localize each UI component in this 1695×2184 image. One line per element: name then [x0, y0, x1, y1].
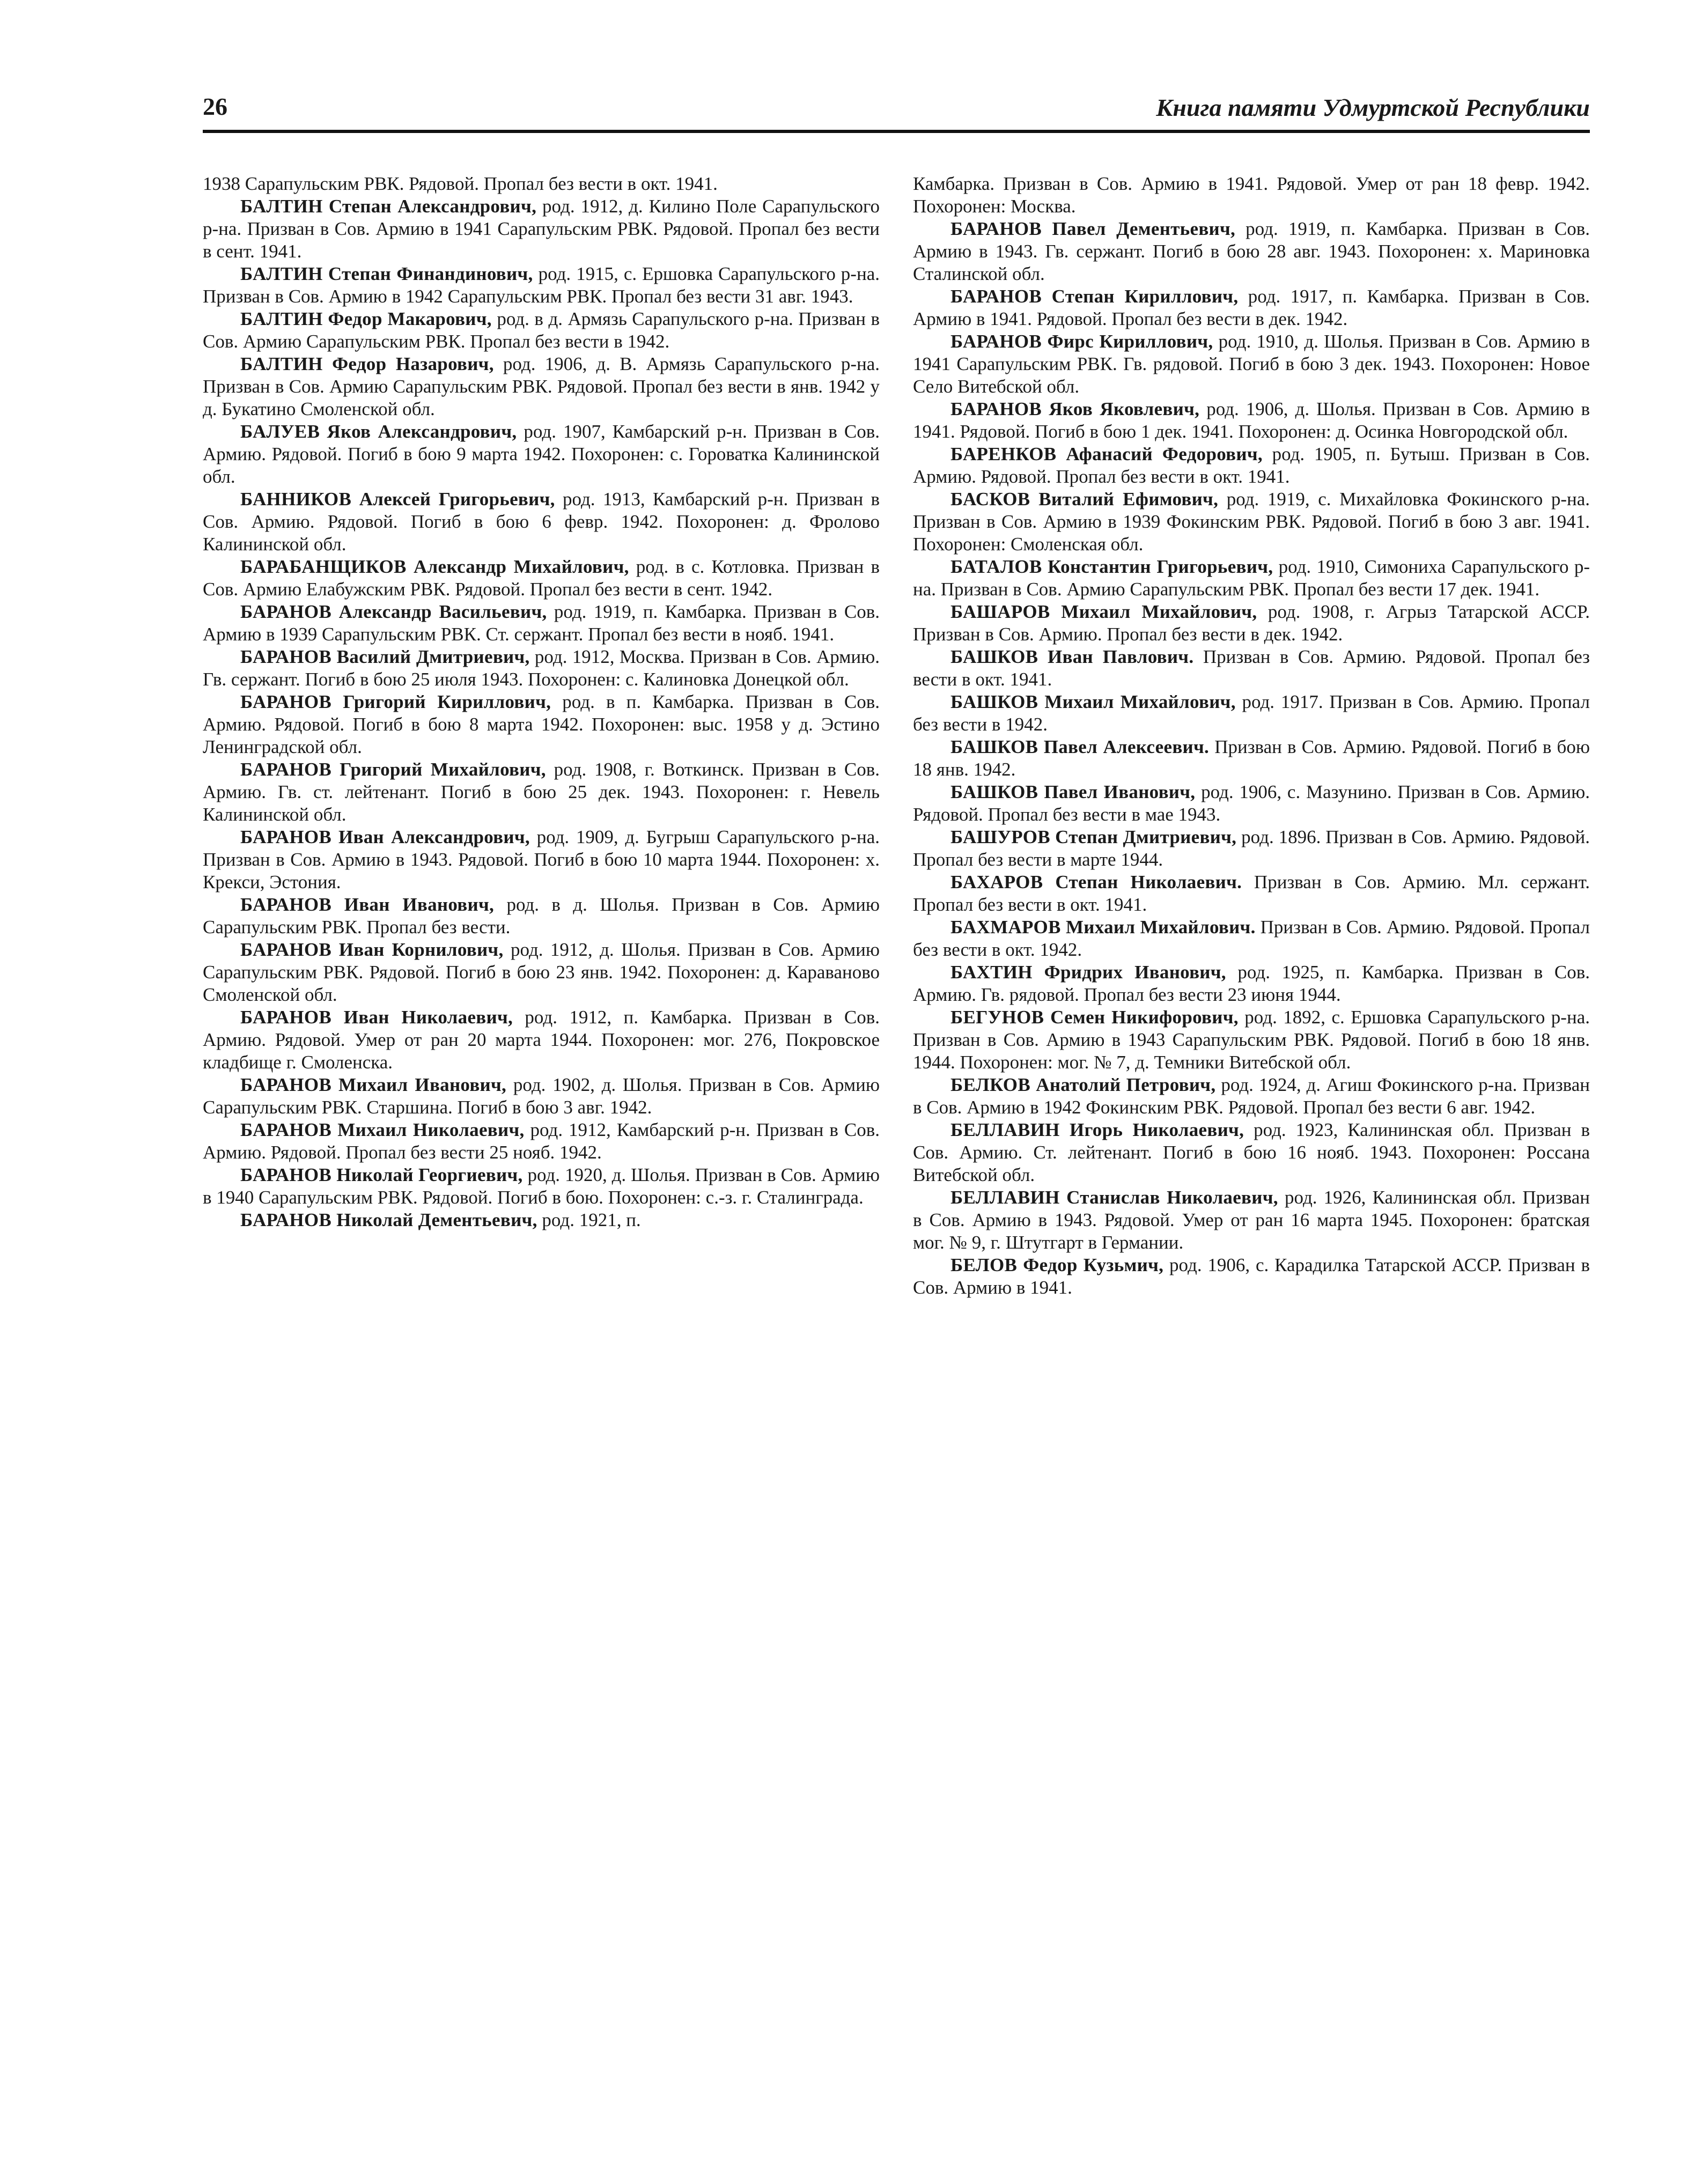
entry-text: род. 1909, д. Бугрыш Сарапульского р-на. Призван в Сов. Армию в 1943. Рядовой. Погиб в бою 10 марта 1944. Похоронен: х. Крекси, Эстония. [203, 827, 880, 892]
memorial-entry [913, 1254, 1590, 1299]
memorial-entry [913, 173, 1590, 218]
entry-name: БАРАНОВ Николай Георгиевич, [240, 1164, 523, 1185]
memorial-entry [913, 691, 1590, 736]
page-header [203, 90, 1590, 133]
entry-text: род. 1915, с. Ершовка Сарапульского р-на. Призван в Сов. Армию в 1942 Сарапульским РВК. Пропал без вести 31 авг. 1943. [203, 263, 880, 307]
memorial-entry [203, 556, 880, 601]
entry-text: род. 1920, д. Шолья. Призван в Сов. Армию в 1940 Сарапульским РВК. Рядовой. Погиб в бою. Похоронен: с.-з. г. Сталинграда. [203, 1164, 880, 1208]
running-title: Книга памяти Удмуртской Республики [1156, 94, 1590, 121]
memorial-entry [913, 601, 1590, 646]
entry-text: род. 1892, с. Ершовка Сарапульского р-на. Призван в Сов. Армию в 1943 Сарапульским РВК. Рядовой. Погиб в бою 18 янв. 1944. Похоронен: мог. № 7, д. Темники Витебской обл. [913, 1007, 1590, 1073]
entry-name: БАРАНОВ Иван Николаевич, [240, 1007, 513, 1028]
entry-name: БАРАНОВ Михаил Николаевич, [240, 1119, 525, 1140]
entry-text: 1938 Сарапульским РВК. Рядовой. Пропал без вести в окт. 1941. [203, 173, 718, 194]
memorial-entry [203, 1209, 880, 1231]
entry-name: БАШКОВ Иван Павлович. [950, 646, 1194, 667]
entry-text: род. 1912, д. Шолья. Призван в Сов. Армию Сарапульским РВК. Рядовой. Погиб в бою 23 янв. 1942. Похоронен: д. Караваново Смоленской обл. [203, 939, 880, 1005]
entry-text: род. в п. Камбарка. Призван в Сов. Армию. Рядовой. Погиб в бою 8 марта 1942. Похоронен: выс. 1958 у д. Эстино Ленинградской обл. [203, 691, 880, 757]
memorial-entry [203, 939, 880, 1006]
memorial-entry [913, 398, 1590, 443]
entry-text: род. 1919, п. Камбарка. Призван в Сов. Армию в 1939 Сарапульским РВК. Ст. сержант. Пропал без вести в нояб. 1941. [203, 601, 880, 645]
memorial-entry [203, 1074, 880, 1119]
memorial-entry [913, 488, 1590, 556]
memorial-entry [913, 443, 1590, 488]
memorial-entry [203, 826, 880, 894]
memorial-entry [913, 1186, 1590, 1254]
memorial-entry [913, 285, 1590, 330]
entry-text: род. 1902, д. Шолья. Призван в Сов. Армию Сарапульским РВК. Старшина. Погиб в бою 3 авг. 1942. [203, 1074, 880, 1118]
memorial-entry [913, 781, 1590, 826]
memorial-entry [203, 1119, 880, 1164]
entry-name: БАРАНОВ Михаил Иванович, [240, 1074, 507, 1095]
memorial-entry [913, 218, 1590, 285]
left-column [203, 173, 880, 1975]
entry-text: род. 1912, Камбарский р-н. Призван в Сов. Армию. Рядовой. Пропал без вести 25 нояб. 1942. [203, 1119, 880, 1163]
memorial-entry [203, 601, 880, 646]
entry-text: род. 1910, Симониха Сарапульского р-на. Призван в Сов. Армию Сарапульским РВК. Пропал без вести 17 дек. 1941. [913, 556, 1590, 600]
entry-name: БАРАНОВ Яков Яковлевич, [950, 399, 1200, 419]
entry-name: БАРАНОВ Павел Дементьевич, [950, 218, 1236, 239]
memorial-entry [913, 961, 1590, 1006]
entry-text: род. в д. Шолья. Призван в Сов. Армию Сарапульским РВК. Пропал без вести. [203, 894, 880, 938]
entry-text: род. 1912, д. Килино Поле Сарапульского р-на. Призван в Сов. Армию в 1941 Сарапульским РВК. Рядовой. Пропал без вести в сент. 1941. [203, 196, 880, 262]
entry-name: БАШУРОВ Степан Дмитриевич, [950, 827, 1237, 847]
entry-text: Камбарка. Призван в Сов. Армию в 1941. Рядовой. Умер от ран 18 февр. 1942. Похоронен: Москва. [913, 173, 1590, 217]
memorial-entry [203, 195, 880, 263]
entry-name: БАЛТИН Степан Финандинович, [240, 263, 533, 284]
memorial-entry [913, 1074, 1590, 1119]
memorial-entry [913, 646, 1590, 691]
entry-name: БЕЛКОВ Анатолий Петрович, [950, 1074, 1216, 1095]
entry-text: род. в с. Котловка. Призван в Сов. Армию Елабужским РВК. Рядовой. Пропал без вести в сент. 1942. [203, 556, 880, 600]
entry-text: род. в д. Армязь Сарапульского р-на. Призван в Сов. Армию Сарапульским РВК. Пропал без вести в 1942. [203, 308, 880, 352]
entry-name: БАРАНОВ Григорий Михайлович, [240, 759, 546, 780]
memorial-entry [203, 308, 880, 353]
entry-text: род. 1921, п. [537, 1209, 641, 1230]
entry-text: род. 1912, п. Камбарка. Призван в Сов. Армию. Рядовой. Умер от ран 20 марта 1944. Похоронен: мог. 276, Покровское кладбище г. Смоленска. [203, 1007, 880, 1073]
entry-name: БАШКОВ Михаил Михайлович, [950, 691, 1236, 712]
entry-text: род. 1906, д. Шолья. Призван в Сов. Армию в 1941. Рядовой. Погиб в бою 1 дек. 1941. Похоронен: д. Осинка Новгородской обл. [913, 399, 1590, 442]
entry-name: БАСКОВ Виталий Ефимович, [950, 489, 1219, 510]
memorial-entry [913, 916, 1590, 961]
entry-text: род. 1926, Калининская обл. Призван в Сов. Армию в 1943. Рядовой. Умер от ран 16 марта 1945. Похоронен: братская мог. № 9, г. Штутгарт в Германии. [913, 1187, 1590, 1253]
entry-text: род. 1917, п. Камбарка. Призван в Сов. Армию в 1941. Рядовой. Пропал без вести в дек. 1942. [913, 286, 1590, 329]
entry-text: род. 1912, Москва. Призван в Сов. Армию. Гв. сержант. Погиб в бою 25 июля 1943. Похоронен: с. Калиновка Донецкой обл. [203, 646, 880, 690]
memorial-entry [203, 691, 880, 758]
memorial-entry [203, 353, 880, 420]
entry-name: БАШКОВ Павел Иванович, [950, 781, 1196, 802]
entry-name: БАХТИН Фридрих Иванович, [950, 962, 1226, 983]
entry-text: род. 1919, п. Камбарка. Призван в Сов. Армию в 1943. Гв. сержант. Погиб в бою 28 авг. 1943. Похоронен: х. Мариновка Сталинской обл. [913, 218, 1590, 284]
memorial-entry [913, 826, 1590, 871]
memorial-entry [203, 894, 880, 939]
memorial-entry [913, 871, 1590, 916]
entry-text: Призван в Сов. Армию. Рядовой. Пропал без вести в окт. 1941. [913, 646, 1590, 690]
entry-name: БЕЛЛАВИН Игорь Николаевич, [950, 1119, 1244, 1140]
entry-name: БАРАБАНЩИКОВ Александр Михайлович, [240, 556, 629, 577]
entry-text: род. 1913, Камбарский р-н. Призван в Сов. Армию. Рядовой. Погиб в бою 6 февр. 1942. Похоронен: д. Фролово Калининской обл. [203, 489, 880, 555]
entry-name: БАЛУЕВ Яков Александрович, [240, 421, 517, 442]
entry-text: род. 1919, с. Михайловка Фокинского р-на. Призван в Сов. Армию в 1939 Фокинским РВК. Рядовой. Погиб в бою 3 авг. 1941. Похоронен: Смоленская обл. [913, 489, 1590, 555]
entry-name: БАРЕНКОВ Афанасий Федорович, [950, 444, 1263, 464]
entry-name: БАРАНОВ Иван Корнилович, [240, 939, 504, 960]
entry-text: род. 1896. Призван в Сов. Армию. Рядовой. Пропал без вести в марте 1944. [913, 827, 1590, 870]
header-rule [203, 130, 1590, 133]
memorial-entry [913, 1006, 1590, 1074]
entry-text: род. 1924, д. Агиш Фокинского р-на. Призван в Сов. Армию в 1942 Фокинским РВК. Рядовой. Пропал без вести 6 авг. 1942. [913, 1074, 1590, 1118]
entry-name: БАРАНОВ Иван Иванович, [240, 894, 495, 915]
entry-name: БЕГУНОВ Семен Никифорович, [950, 1007, 1239, 1028]
entry-name: БЕЛЛАВИН Станислав Николаевич, [950, 1187, 1278, 1208]
right-column [913, 173, 1590, 1975]
memorial-entry [203, 1006, 880, 1074]
entry-text: род. 1923, Калининская обл. Призван в Сов. Армию. Ст. лейтенант. Погиб в бою 16 нояб. 1943. Похоронен: Россана Витебской обл. [913, 1119, 1590, 1185]
entry-name: БАЛТИН Степан Александрович, [240, 196, 537, 217]
memorial-entry [913, 556, 1590, 601]
entry-text: род. 1925, п. Камбарка. Призван в Сов. Армию. Гв. рядовой. Пропал без вести 23 июня 1944. [913, 962, 1590, 1005]
entry-text: род. 1917. Призван в Сов. Армию. Пропал без вести в 1942. [913, 691, 1590, 735]
entry-name: БАРАНОВ Степан Кириллович, [950, 286, 1239, 307]
entry-name: БАХАРОВ Степан Николаевич. [950, 872, 1242, 892]
memorial-entry [203, 263, 880, 308]
entry-name: БАРАНОВ Иван Александрович, [240, 827, 530, 847]
memorial-entry [203, 173, 880, 195]
entry-text: Призван в Сов. Армию. Рядовой. Пропал без вести в окт. 1942. [913, 917, 1590, 960]
entry-text: род. 1908, г. Агрыз Татарской АССР. Призван в Сов. Армию. Пропал без вести в дек. 1942. [913, 601, 1590, 645]
entry-name: БЕЛОВ Федор Кузьмич, [950, 1255, 1164, 1275]
entry-name: БАННИКОВ Алексей Григорьевич, [240, 489, 555, 510]
page-number: 26 [203, 93, 227, 120]
entry-name: БАХМАРОВ Михаил Михайлович. [950, 917, 1256, 938]
entry-name: БАЛТИН Федор Макарович, [240, 308, 492, 329]
memorial-entry [913, 736, 1590, 781]
entry-name: БАЛТИН Федор Назарович, [240, 353, 494, 374]
entry-text: род. 1905, п. Бутыш. Призван в Сов. Армию. Рядовой. Пропал без вести в окт. 1941. [913, 444, 1590, 487]
entry-text: род. 1908, г. Воткинск. Призван в Сов. Армию. Гв. ст. лейтенант. Погиб в бою 25 дек. 1943. Похоронен: г. Невель Калининской обл. [203, 759, 880, 825]
entry-text: род. 1906, д. В. Армязь Сарапульского р-на. Призван в Сов. Армию Сарапульским РВК. Рядовой. Пропал без вести в янв. 1942 у д. Букатино Смоленской обл. [203, 353, 880, 419]
memorial-entry [913, 1119, 1590, 1186]
entry-name: БАРАНОВ Григорий Кириллович, [240, 691, 551, 712]
memorial-entry [913, 330, 1590, 398]
entry-text: род. 1907, Камбарский р-н. Призван в Сов. Армию. Рядовой. Погиб в бою 9 марта 1942. Похоронен: с. Гороватка Калининской обл. [203, 421, 880, 487]
entry-name: БАРАНОВ Николай Дементьевич, [240, 1209, 537, 1230]
entry-text: Призван в Сов. Армию. Рядовой. Погиб в бою 18 янв. 1942. [913, 736, 1590, 780]
entry-name: БАТАЛОВ Константин Григорьевич, [950, 556, 1273, 577]
memorial-entry [203, 1164, 880, 1209]
entry-name: БАРАНОВ Александр Васильевич, [240, 601, 547, 622]
entry-name: БАРАНОВ Фирс Кириллович, [950, 331, 1213, 352]
memorial-entry [203, 646, 880, 691]
entry-text: Призван в Сов. Армию. Мл. сержант. Пропал без вести в окт. 1941. [913, 872, 1590, 915]
entry-text: род. 1910, д. Шолья. Призван в Сов. Армию в 1941 Сарапульским РВК. Гв. рядовой. Погиб в бою 3 дек. 1943. Похоронен: Новое Село Витебской обл. [913, 331, 1590, 397]
memorial-entry [203, 758, 880, 826]
entry-name: БАРАНОВ Василий Дмитриевич, [240, 646, 530, 667]
memorial-entry [203, 488, 880, 556]
entry-text: род. 1906, с. Карадилка Татарской АССР. Призван в Сов. Армию в 1941. [913, 1255, 1590, 1298]
entry-name: БАШАРОВ Михаил Михайлович, [950, 601, 1257, 622]
memorial-entry [203, 420, 880, 488]
entry-name: БАШКОВ Павел Алексеевич. [950, 736, 1210, 757]
entry-text: род. 1906, с. Мазунино. Призван в Сов. Армию. Рядовой. Пропал без вести в мае 1943. [913, 781, 1590, 825]
